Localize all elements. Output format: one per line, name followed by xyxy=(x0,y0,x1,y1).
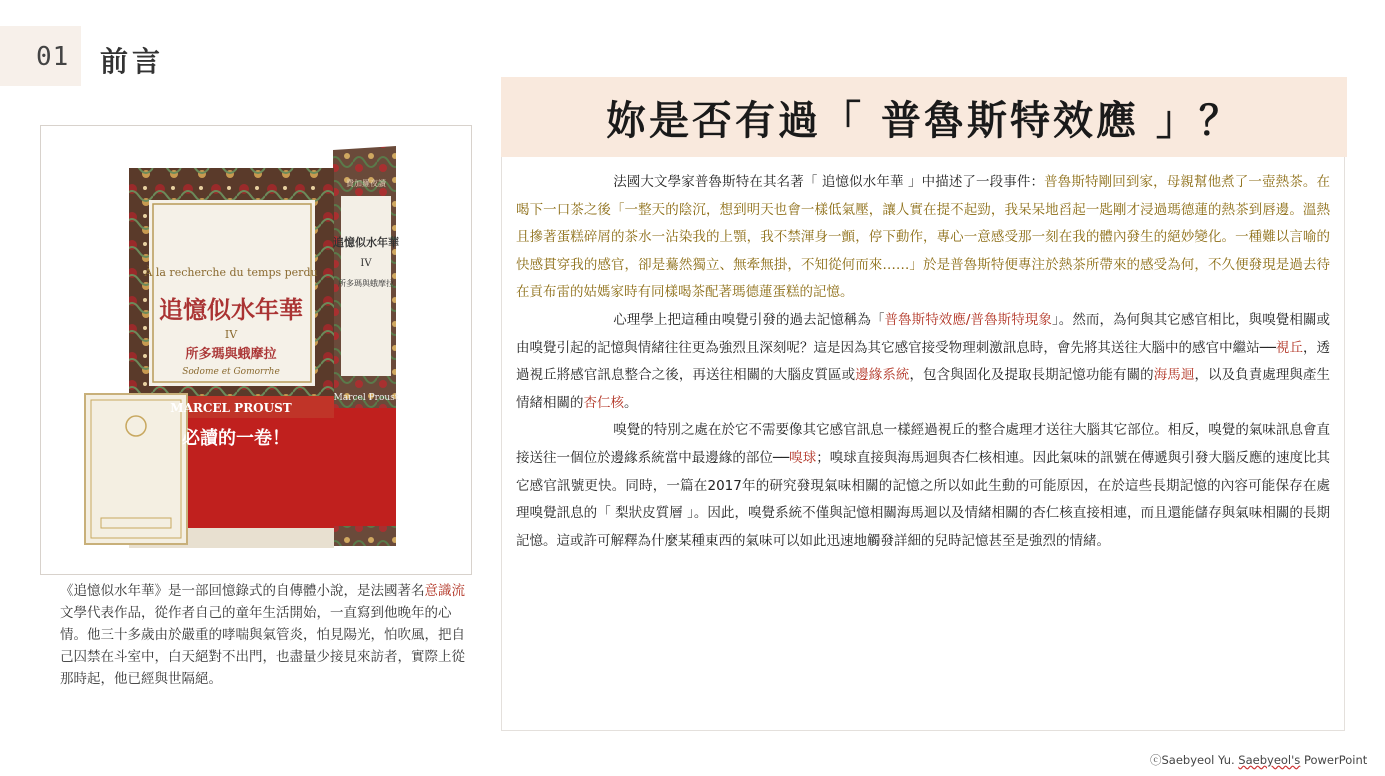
cover-band-slogan: 必讀的一卷！ xyxy=(182,428,290,449)
book-caption xyxy=(60,580,472,690)
cover-volume: IV xyxy=(224,328,238,341)
cover-author: MARCEL PROUST xyxy=(170,401,292,415)
p3-text-a: 嗅覺的特別之處在於它不需要像其它感官訊息一樣經過視丘的整合處理才送往大腦其它部位。相反，嗅覺的氣味訊息會直接送往一個位於邊緣系統當中最邊緣的部位── xyxy=(516,422,1330,466)
credit-prefix: ⓒSaebyeol Yu. xyxy=(1150,753,1239,767)
spine-author: Marcel Proust xyxy=(333,393,399,403)
p2-term-hippocampus: 海馬迴 xyxy=(1153,367,1195,384)
spine-subtitle: 所多瑪與蛾摩拉 xyxy=(338,279,394,288)
spine-series-tag: 費加羅夜讀 xyxy=(346,179,386,188)
p2-text-e: ，以及負責處理與產生情緒相關的 xyxy=(516,367,1331,411)
p1-text: 法國大文學家普魯斯特在其名著「 追憶似水年華 」中描述了一段事件： xyxy=(613,174,1045,190)
p2-text-a: 心理學上把這種由嗅覺引發的過去記憶稱為「 xyxy=(613,311,885,328)
spine-title: 追憶似水年華 xyxy=(333,236,399,249)
article-body xyxy=(501,157,1345,731)
caption-text-a: 《追憶似水年華》是一部回憶錄式的自傳體小說，是法國著名 xyxy=(60,583,425,599)
cover-subtitle: 所多瑪與蛾摩拉 xyxy=(185,347,277,362)
p2-term-limbic: 邊緣系統 xyxy=(855,367,910,384)
headline-banner xyxy=(501,77,1347,157)
caption-highlight: 意識流 xyxy=(424,583,465,599)
headline: 妳是否有過「 普魯斯特效應 」？ xyxy=(606,97,1242,144)
small-gift-box xyxy=(85,394,187,544)
p2-text-f: 。 xyxy=(624,394,638,411)
cover-subtitle-fr: Sodome et Gomorrhe xyxy=(182,367,280,377)
credit-line xyxy=(1150,752,1367,768)
p3-term-olfactory-bulb: 嗅球 xyxy=(789,449,817,466)
section-title: 前言 xyxy=(100,45,165,78)
paragraph-3 xyxy=(516,417,1330,555)
p3-text-b: ；嗅球直接與海馬迴與杏仁核相連。因此氣味的訊號在傳遞與引發大腦反應的速度比其它感官訊號更快。同時，一篇在2017年的研究發現氣味相關的記憶之所以如此生動的可能原因，在於這些長期記憶的內容可能保存在處理嗅覺訊息的「 梨狀皮質層 」。因此，嗅覺系統不僅與記憶相關海馬迴以及情緒相關的杏仁核直接相連，而且還能儲存與氣味相關的長期記憶。這或許可解釋為什麼某種東西的氣味可以如此迅速地觸發詳細的兒時記憶甚至是強烈的情緒。 xyxy=(516,449,1331,549)
book-cover-frame xyxy=(40,125,472,575)
credit-suffix: PowerPoint xyxy=(1300,753,1368,767)
paragraph-2 xyxy=(516,307,1330,417)
p2-text-d: ，包含與固化及提取長期記憶功能有關的 xyxy=(909,367,1154,384)
caption-text-b: 文學代表作品，從作者自己的童年生活開始，一直寫到他晚年的心情。他三十多歲由於嚴重的哮喘與氣管炎，怕見陽光，怕吹風，把自己囚禁在斗室中，白天絕對不出門，也盡量少接見來訪者，實際上從那時起，他已經與世隔絕。 xyxy=(60,605,465,687)
p2-term-proust-effect: 普魯斯特效應/普魯斯特現象 xyxy=(884,311,1052,328)
p2-term-thalamus: 視丘 xyxy=(1275,339,1303,356)
cover-title: 追憶似水年華 xyxy=(159,295,303,324)
book-spine xyxy=(333,146,396,546)
spine-volume: IV xyxy=(360,258,372,269)
cover-french-title: À la recherche du temps perdu xyxy=(144,266,318,279)
section-number: 01 xyxy=(36,42,70,72)
p2-text-b: 」。然而，為何與其它感官相比，與嗅覺相關或由嗅覺引起的記憶與情緒往往更為強烈且深刻呢？這是因為其它感官接受物理刺激訊息時，會先將其送往大腦中的感官中繼站── xyxy=(516,311,1331,356)
paragraph-1 xyxy=(516,169,1330,307)
p2-text-c: ，透過視丘將感官訊息整合之後，再送往相關的大腦皮質區或 xyxy=(516,339,1331,384)
p2-term-amygdala: 杏仁核 xyxy=(583,394,624,411)
book-cover-image xyxy=(41,126,471,574)
p1-quote: 普魯斯特剛回到家，母親幫他煮了一壺熱茶。在喝下一口茶之後「一整天的陰沉，想到明天也會一樣低氣壓，讓人實在提不起勁，我呆呆地舀起一匙剛才浸過瑪德蓮的熱茶到唇邊。溫熱且摻著蛋糕碎屑的茶水一沾染我的上顎，我不禁渾身一顫，停下動作，專心一意感受那一刻在我的體內發生的絕妙變化。一種難以言喻的快感貫穿我的感官，卻是驀然獨立、無牽無掛，不知從何而來……」於是普魯斯特便專注於熱茶所帶來的感受為何，不久便發現是過去待在貢布雷的姑媽家時有同樣喝茶配著瑪德蓮蛋糕的記憶。 xyxy=(516,174,1331,301)
credit-brand: Saebyeol's xyxy=(1238,753,1301,767)
